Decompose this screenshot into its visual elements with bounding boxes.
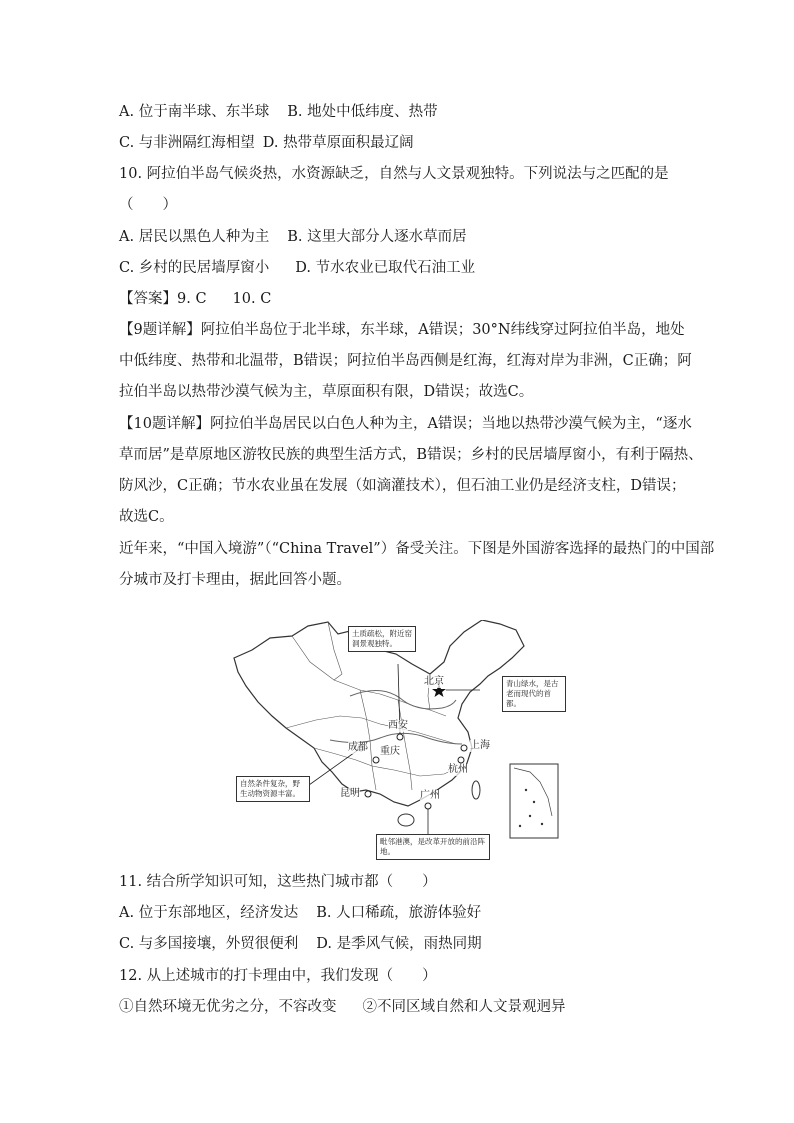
q11-option-b: B. 人口稀疏，旅游体验好 [316,905,482,921]
q11-options-row-cd [119,934,482,954]
city-label-shanghai: 上海 [470,740,490,751]
q10-option-b: B. 这里大部分人逐水草而居 [287,229,467,245]
q9-option-d: D. 热带草原面积最辽阔 [262,135,414,151]
q12-stem: 12. 从上述城市的打卡理由中，我们发现（ ） [119,968,437,984]
q11-option-c: C. 与多国接壤，外贸很便利 [119,936,299,952]
city-label-xian: 西安 [388,720,408,731]
q11-option-d: D. 是季风气候，雨热同期 [316,936,482,952]
city-label-kunming: 昆明 [340,788,360,799]
q11-option-a: A. 位于东部地区，经济发达 [119,905,299,921]
q12-option-1: ①自然环境无优劣之分，不容改变 [119,999,337,1015]
analysis10-line3: 防风沙，C正确；节水农业虽在发展（如滴灌技术），但石油工业仍是经济支柱，D错误； [119,478,686,494]
city-label-chongqing: 重庆 [380,746,400,757]
callout-beijing: 青山绿水，是古老而现代的首都。 [502,676,566,712]
analysis9-line2: 中低纬度、热带和北温带，B错误；阿拉伯半岛西侧是红海，红海对岸为非洲，C正确；阿 [119,353,692,369]
q10-stem: 10. 阿拉伯半岛气候炎热，水资源缺乏，自然与人文景观独特。下列说法与之匹配的是 [119,166,669,182]
callout-guangzhou: 毗邻港澳，是改革开放的前沿阵地。 [376,834,490,860]
city-label-chengdu: 成都 [348,742,368,753]
q9-option-a: A. 位于南半球、东半球 [119,104,270,120]
q12-options-row [119,997,566,1017]
analysis10-line1: 【10题详解】阿拉伯半岛居民以白色人种为主，A错误；当地以热带沙漠气候为主，“逐水 [119,416,692,432]
analysis9-line3: 拉伯半岛以热带沙漠气候为主，草原面积有限，D错误；故选C。 [119,384,534,400]
intro-line2: 分城市及打卡理由，据此回答小题。 [119,572,351,588]
city-label-beijing: 北京 [424,676,444,687]
q10-options-row-cd [119,258,475,278]
q12-option-2: ②不同区域自然和人文景观迥异 [362,999,566,1015]
city-label-guangzhou: 广州 [420,790,440,801]
answer-line [119,289,271,309]
q9-options-row-cd [119,133,414,153]
china-map-figure [230,620,560,856]
answer-label: 【答案】 [119,291,177,307]
callout-loess: 土质疏松，附近窑洞景观独特。 [348,626,416,652]
q10-option-d: D. 节水农业已取代石油工业 [295,260,476,276]
city-label-hangzhou: 杭州 [448,764,468,775]
callout-chengdu: 自然条件复杂，野生动物资源丰富。 [236,776,310,802]
answer-q10: 10. C [232,291,272,307]
answer-q9: 9. C [177,291,207,307]
q10-options-row-ab [119,227,467,247]
analysis10-line4: 故选C。 [119,509,174,525]
q10-paren: （ ） [119,197,177,213]
q10-option-a: A. 居民以黑色人种为主 [119,229,270,245]
analysis9-line1: 【9题详解】阿拉伯半岛位于北半球，东半球，A错误；30°N纬线穿过阿拉伯半岛，地处 [119,322,685,338]
analysis10-line2: 草而居”是草原地区游牧民族的典型生活方式，B错误；乡村的民居墙厚窗小，有利于隔热、 [119,447,703,463]
q11-stem: 11. 结合所学知识可知，这些热门城市都（ ） [119,874,437,890]
q10-option-c: C. 乡村的民居墙厚窗小 [119,260,270,276]
q9-option-b: B. 地处中低纬度、热带 [287,104,438,120]
q9-option-c: C. 与非洲隔红海相望 [119,135,255,151]
q9-options-row-ab [119,102,438,122]
intro-line1: 近年来，“中国入境游”（“China Travel”）备受关注。下图是外国游客选择的最热门的中国部 [119,541,715,557]
q11-options-row-ab [119,903,481,923]
